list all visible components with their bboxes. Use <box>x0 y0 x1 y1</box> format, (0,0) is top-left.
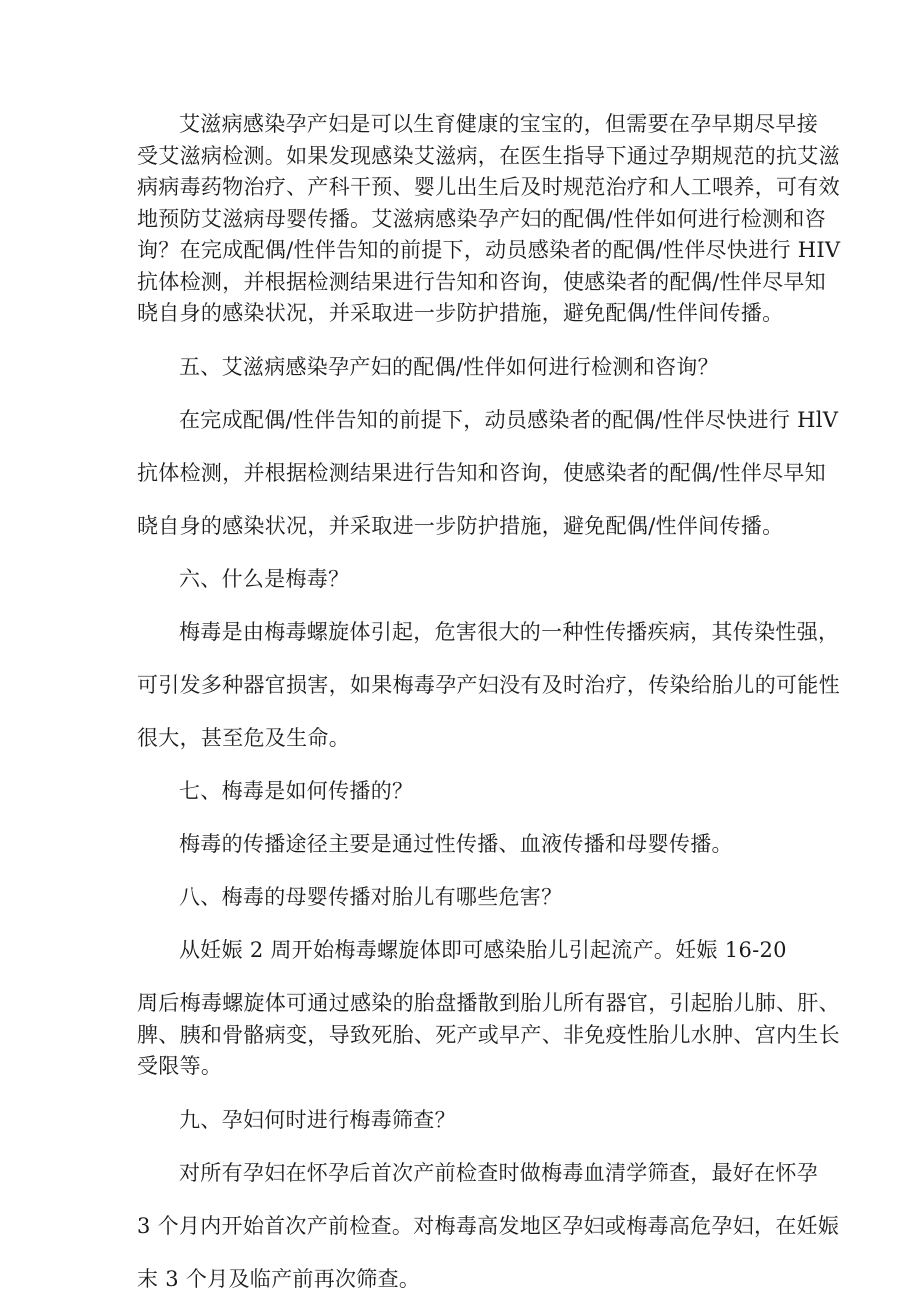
paragraph-line: 艾滋病感染孕产妇是可以生育健康的宝宝的，但需要在孕早期尽早接 <box>179 112 818 136</box>
paragraph-line: 受艾滋病检测。如果发现感染艾滋病，在医生指导下通过孕期规范的抗艾滋 <box>137 144 840 168</box>
paragraph-line: 抗体检测，并根据检测结果进行告知和咨询，使感染者的配偶/性伴尽早知 <box>137 270 826 294</box>
paragraph-line: 抗体检测，并根据检测结果进行告知和咨询，使感染者的配偶/性伴尽早知 <box>137 461 826 485</box>
paragraph-line: 询？在完成配偶/性伴告知的前提下，动员感染者的配偶/性伴尽快进行 HIV <box>137 238 841 262</box>
paragraph-line: 梅毒的传播途径主要是通过性传播、血液传播和母婴传播。 <box>179 832 733 856</box>
paragraph-line: 梅毒是由梅毒螺旋体引起，危害很大的一种性传播疾病，其传染性强， <box>179 620 840 644</box>
paragraph-line: 周后梅毒螺旋体可通过感染的胎盘播散到胎儿所有器官，引起胎儿肺、肝、 <box>137 991 840 1015</box>
paragraph-line: 3 个月内开始首次产前检查。对梅毒高发地区孕妇或梅毒高危孕妇，在妊娠 <box>137 1214 840 1238</box>
paragraph-line: 脾、胰和骨骼病变，导致死胎、死产或早产、非免疫性胎儿水肿、宫内生长 <box>137 1023 840 1047</box>
paragraph-line: 病病毒药物治疗、产科干预、婴儿出生后及时规范治疗和人工喂养，可有效 <box>137 175 840 199</box>
section-heading: 九、孕妇何时进行梅毒筛查？ <box>179 1108 456 1132</box>
paragraph-line: 对所有孕妇在怀孕后首次产前检查时做梅毒血清学筛查，最好在怀孕 <box>179 1161 818 1185</box>
paragraph-line: 从妊娠 2 周开始梅毒螺旋体即可感染胎儿引起流产。妊娠 16-20 <box>179 938 787 962</box>
section-heading: 六、什么是梅毒？ <box>179 567 350 591</box>
section-heading: 八、梅毒的母婴传播对胎儿有哪些危害？ <box>179 885 563 909</box>
paragraph-line: 末 3 个月及临产前再次筛查。 <box>137 1267 421 1291</box>
paragraph-line: 在完成配偶/性伴告知的前提下，动员感染者的配偶/性伴尽快进行 HlV <box>179 408 839 432</box>
section-heading: 五、艾滋病感染孕产妇的配偶/性伴如何进行检测和咨询？ <box>179 355 719 379</box>
paragraph-line: 可引发多种器官损害，如果梅毒孕产妇没有及时治疗，传染给胎儿的可能性 <box>137 673 840 697</box>
paragraph-line: 晓自身的感染状况，并采取进一步防护措施，避免配偶/性伴间传播。 <box>137 301 784 325</box>
section-heading: 七、梅毒是如何传播的？ <box>179 779 414 803</box>
paragraph-line: 很大，甚至危及生命。 <box>137 726 350 750</box>
paragraph-line: 受限等。 <box>137 1054 223 1078</box>
paragraph-line: 晓自身的感染状况，并采取进一步防护措施，避免配偶/性伴间传播。 <box>137 514 784 538</box>
paragraph-line: 地预防艾滋病母婴传播。艾滋病感染孕产妇的配偶/性伴如何进行检测和咨 <box>137 207 826 231</box>
